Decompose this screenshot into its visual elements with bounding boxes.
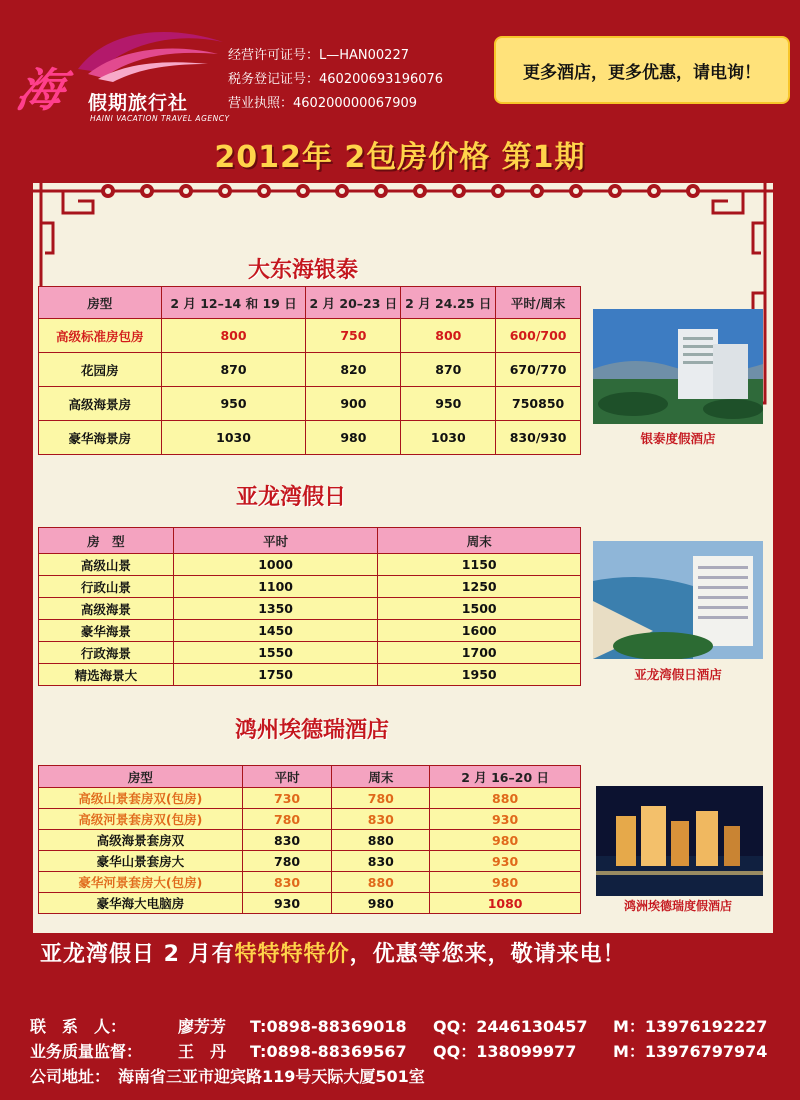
contact-tel: T:0898-88369018 — [250, 1017, 407, 1036]
table-cell: 830 — [242, 830, 332, 851]
photo-caption: 亚龙湾假日酒店 — [634, 667, 722, 682]
table-cell: 1150 — [378, 554, 581, 576]
table-cell: 豪华河景套房大(包房) — [39, 872, 243, 893]
table-cell: 高级山景套房双(包房) — [39, 788, 243, 809]
contact-label: 业务质量监督： — [30, 1042, 143, 1061]
company-address: 公司地址： 海南省三亚市迎宾路119号天际大厦501室 — [30, 1067, 425, 1086]
table-cell: 930 — [430, 809, 581, 830]
table-header: 2 月 20–23 日 — [306, 287, 401, 319]
table-cell: 780 — [242, 851, 332, 872]
table-cell: 830 — [242, 872, 332, 893]
table-cell: 1500 — [378, 598, 581, 620]
table-cell: 800 — [401, 319, 496, 353]
contact-label: 联 系 人： — [30, 1017, 127, 1036]
chinese-fret-border-icon — [33, 183, 773, 229]
table-cell: 870 — [401, 353, 496, 387]
logo-mark-icon: 海 — [11, 63, 64, 117]
table-cell: 行政山景 — [39, 576, 174, 598]
logo-subtitle: HAINI VACATION TRAVEL AGENCY — [90, 114, 230, 123]
table-cell: 豪华海景 — [39, 620, 174, 642]
holiday-inn-photo — [593, 541, 763, 659]
table-header: 2 月 24.25 日 — [401, 287, 496, 319]
table-cell: 1550 — [173, 642, 378, 664]
table-row — [39, 851, 581, 872]
table-cell: 1250 — [378, 576, 581, 598]
contact-name: 王 丹 — [178, 1042, 227, 1061]
table-cell: 高级河景套房双(包房) — [39, 809, 243, 830]
table-cell: 780 — [242, 809, 332, 830]
table-cell: 花园房 — [39, 353, 162, 387]
table-row — [39, 353, 581, 387]
table-cell: 830/930 — [496, 421, 581, 455]
table-header: 房型 — [39, 287, 162, 319]
table-cell: 1030 — [401, 421, 496, 455]
logo-text: 假期旅行社 — [88, 92, 189, 114]
table-row — [39, 788, 581, 809]
price-panel — [33, 183, 773, 933]
table-cell: 930 — [242, 893, 332, 914]
table-cell: 750 — [306, 319, 401, 353]
table-cell: 670/770 — [496, 353, 581, 387]
table-cell: 750850 — [496, 387, 581, 421]
swoosh-icon — [68, 24, 228, 84]
table-cell: 高级海景套房双 — [39, 830, 243, 851]
table-row — [39, 421, 581, 455]
contact-name: 廖芳芳 — [178, 1017, 227, 1036]
table-cell: 1750 — [173, 664, 378, 686]
license-line: 经营许可证号：L—HAN00227 — [228, 48, 409, 63]
table-header: 平时 — [173, 528, 378, 554]
table-cell: 1080 — [430, 893, 581, 914]
price-table-edrei — [38, 765, 581, 914]
page-title: 2012年 2包房价格 第1期 — [214, 140, 586, 175]
header — [0, 0, 800, 125]
table-row — [39, 664, 581, 686]
table-cell: 880 — [332, 872, 430, 893]
table-cell: 780 — [332, 788, 430, 809]
contact-tel: T:0898-88369567 — [250, 1042, 407, 1061]
table-cell: 高级海景房 — [39, 387, 162, 421]
promo-banner — [40, 937, 770, 968]
logo — [11, 18, 230, 123]
table-cell: 980 — [306, 421, 401, 455]
table-cell: 1600 — [378, 620, 581, 642]
price-table-holiday-inn — [38, 527, 581, 686]
table-cell: 1350 — [173, 598, 378, 620]
table-row — [39, 809, 581, 830]
table-header: 平时/周末 — [496, 287, 581, 319]
table-header: 房型 — [39, 766, 243, 788]
table-header: 周末 — [332, 766, 430, 788]
contact-qq: QQ：2446130457 — [433, 1017, 588, 1036]
table-cell: 950 — [161, 387, 306, 421]
contact-mobile: M：13976797974 — [613, 1042, 768, 1061]
promo-highlight: 特特特特价 — [234, 942, 350, 967]
table-cell: 880 — [332, 830, 430, 851]
table-cell: 820 — [306, 353, 401, 387]
table-row — [39, 598, 581, 620]
promo-text: ，优惠等您来，敬请来电！ — [349, 942, 626, 967]
edrei-hotel-photo — [596, 786, 763, 896]
table-cell: 830 — [332, 851, 430, 872]
contact-mobile: M：13976192227 — [613, 1017, 768, 1036]
table-cell: 精选海景大 — [39, 664, 174, 686]
table-cell: 高级山景 — [39, 554, 174, 576]
section-title: 大东海银泰 — [248, 258, 359, 283]
license-line: 营业执照：460200000067909 — [228, 96, 418, 111]
table-cell: 950 — [401, 387, 496, 421]
table-cell: 1100 — [173, 576, 378, 598]
table-row — [39, 642, 581, 664]
table-row — [39, 554, 581, 576]
table-cell: 1450 — [173, 620, 378, 642]
table-header: 周末 — [378, 528, 581, 554]
table-cell: 870 — [161, 353, 306, 387]
table-row — [39, 620, 581, 642]
table-row — [39, 893, 581, 914]
table-cell: 1700 — [378, 642, 581, 664]
price-table-yintai — [38, 286, 581, 455]
table-cell: 980 — [430, 872, 581, 893]
license-line: 税务登记证号：460200693196076 — [228, 72, 444, 87]
table-cell: 豪华海大电脑房 — [39, 893, 243, 914]
contact-qq: QQ：138099977 — [433, 1042, 577, 1061]
table-cell: 豪华山景套房大 — [39, 851, 243, 872]
table-cell: 高级海景 — [39, 598, 174, 620]
table-cell: 600/700 — [496, 319, 581, 353]
table-row — [39, 830, 581, 851]
table-cell: 900 — [306, 387, 401, 421]
table-header: 2 月 12–14 和 19 日 — [161, 287, 306, 319]
table-row — [39, 319, 581, 353]
promo-text: 亚龙湾假日 2 月有 — [40, 942, 235, 967]
section-title: 鸿州埃德瑞酒店 — [235, 718, 390, 743]
table-row — [39, 387, 581, 421]
photo-caption: 鸿洲埃德瑞度假酒店 — [623, 899, 732, 913]
table-cell: 730 — [242, 788, 332, 809]
table-header: 2 月 16–20 日 — [430, 766, 581, 788]
table-header: 平时 — [242, 766, 332, 788]
table-cell: 980 — [430, 830, 581, 851]
table-cell: 980 — [332, 893, 430, 914]
table-row — [39, 576, 581, 598]
table-cell: 行政海景 — [39, 642, 174, 664]
table-cell: 1000 — [173, 554, 378, 576]
yintai-hotel-photo — [593, 309, 763, 424]
table-cell: 豪华海景房 — [39, 421, 162, 455]
inquiry-callout: 更多酒店，更多优惠，请电询！ — [494, 36, 790, 104]
table-cell: 880 — [430, 788, 581, 809]
table-row — [39, 872, 581, 893]
table-cell: 1030 — [161, 421, 306, 455]
table-cell: 高级标准房包房 — [39, 319, 162, 353]
table-cell: 800 — [161, 319, 306, 353]
section-title: 亚龙湾假日 — [236, 485, 347, 510]
table-cell: 830 — [332, 809, 430, 830]
photo-caption: 银泰度假酒店 — [640, 431, 716, 446]
license-info — [228, 44, 443, 116]
table-cell: 930 — [430, 851, 581, 872]
table-cell: 1950 — [378, 664, 581, 686]
table-header: 房 型 — [39, 528, 174, 554]
